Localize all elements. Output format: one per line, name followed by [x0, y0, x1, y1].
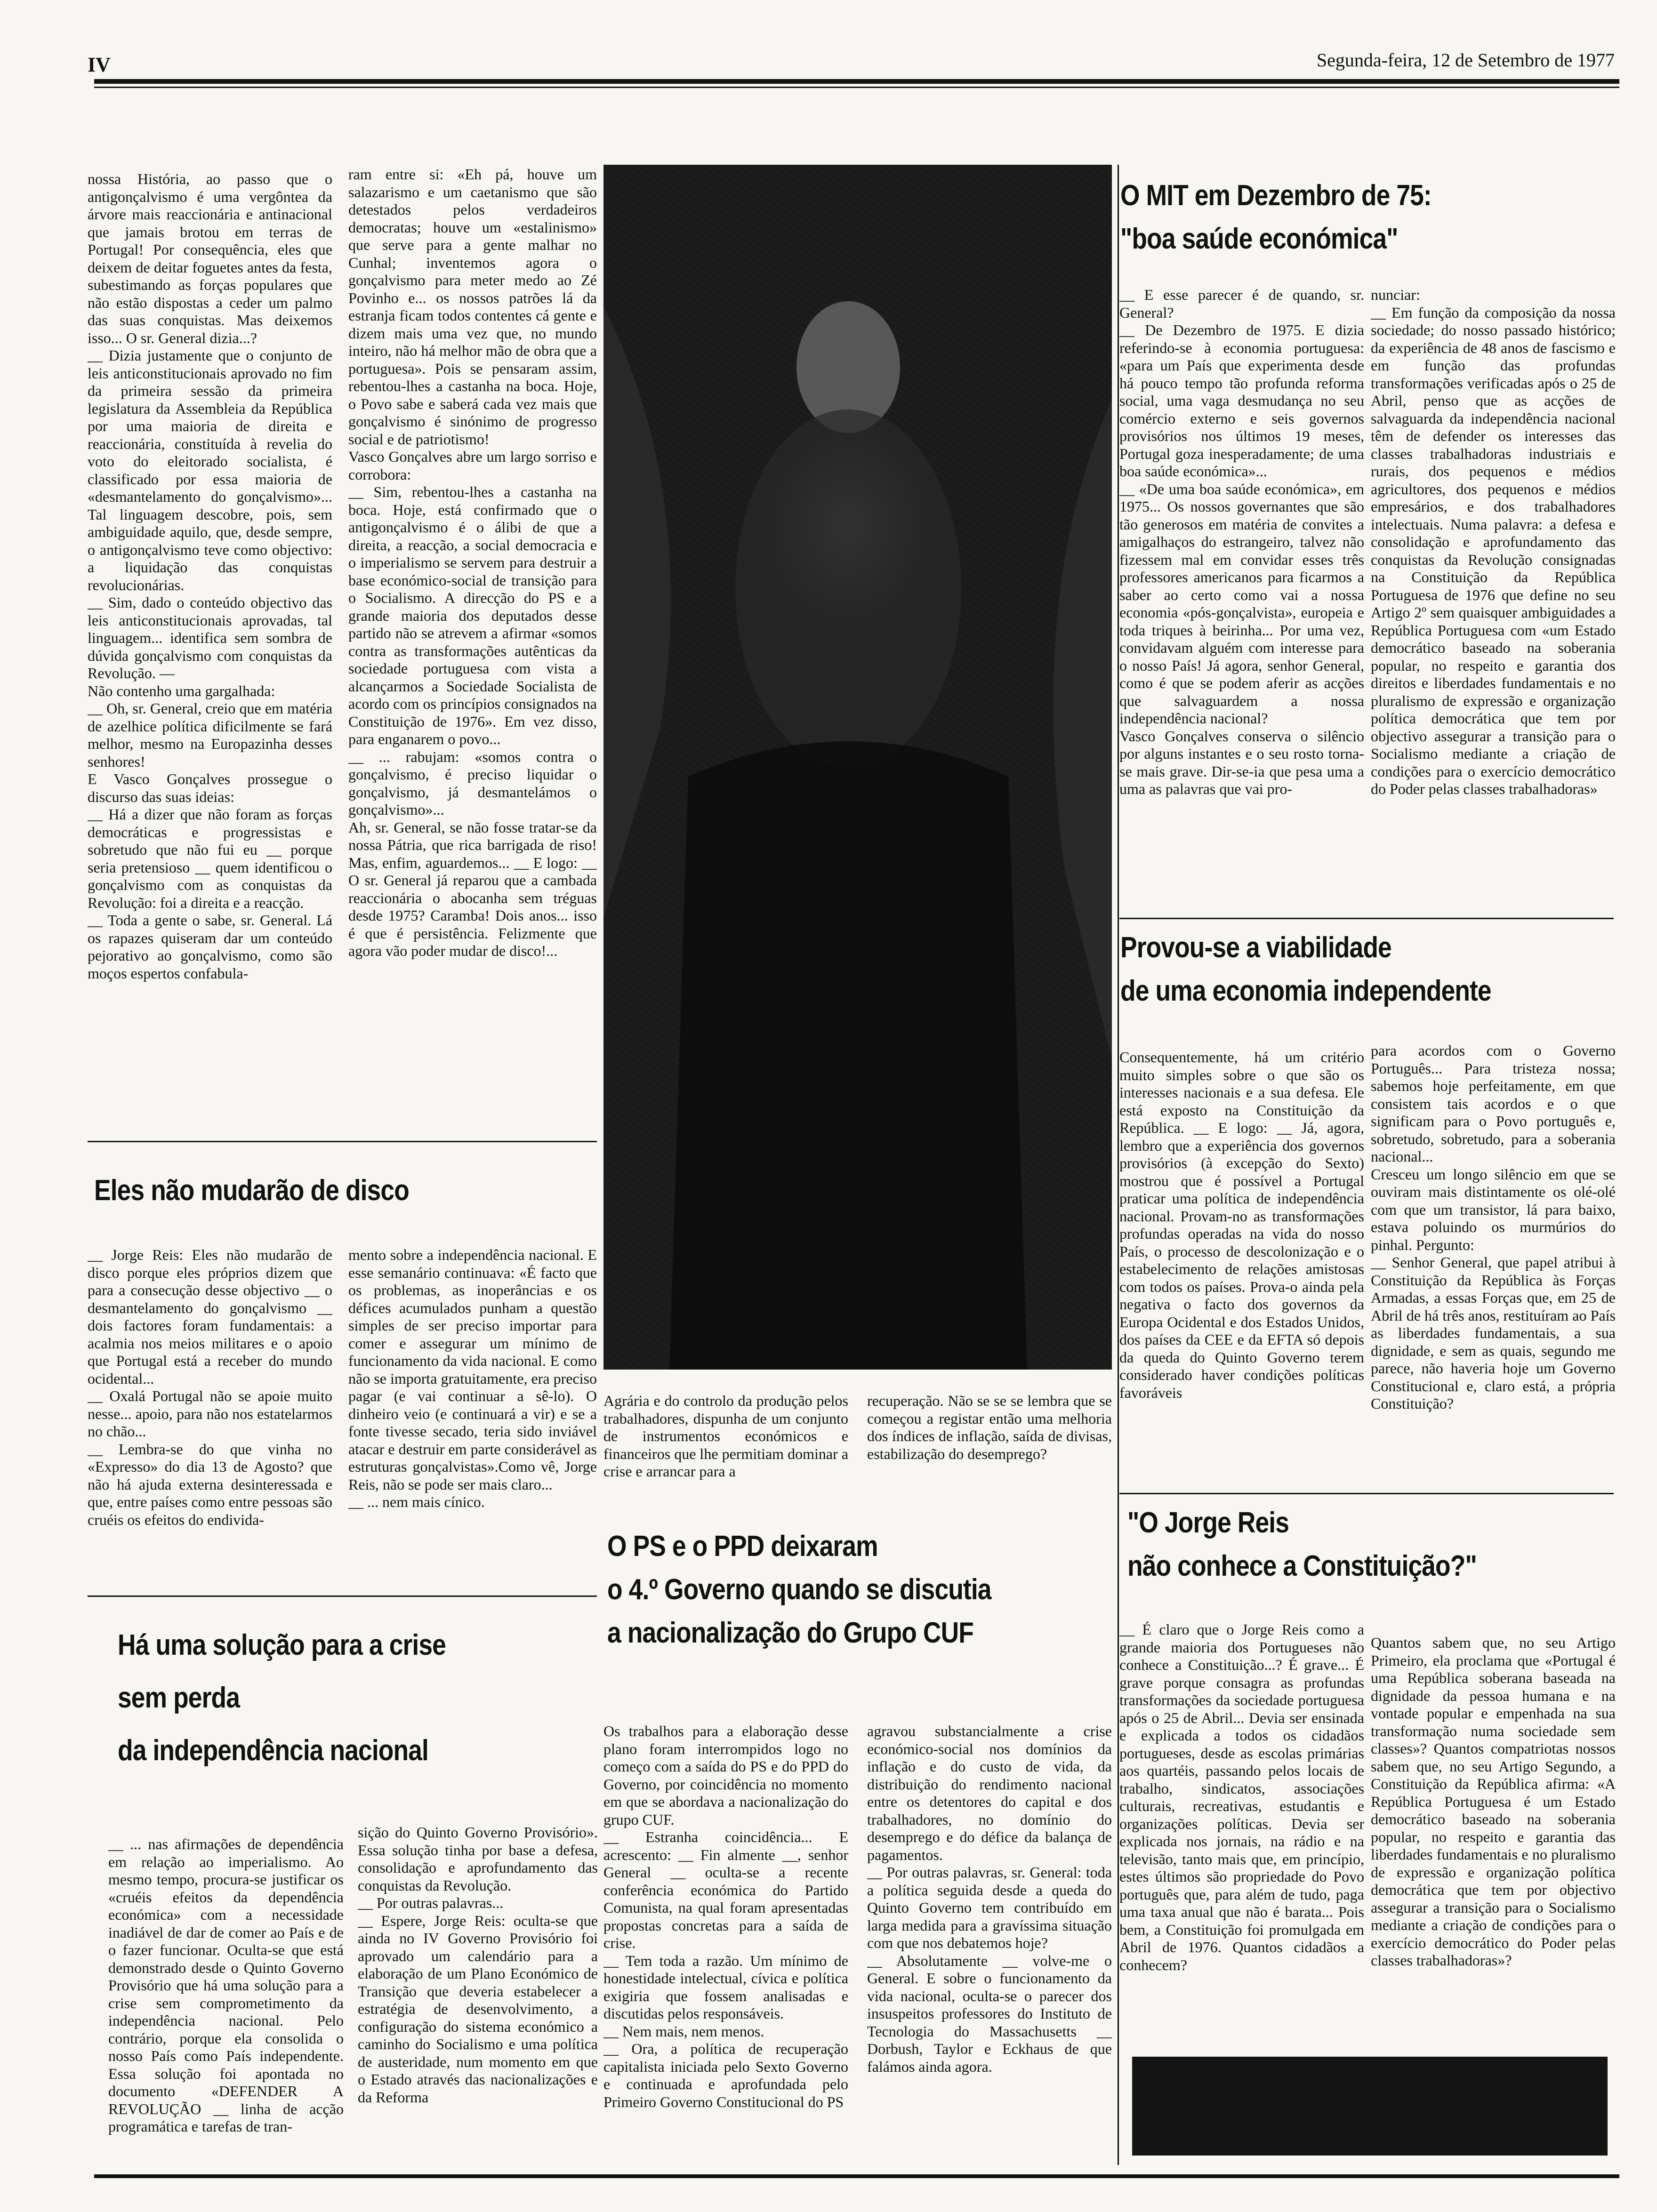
- viabilidade-headline-line1: Provou-se a viabilidade: [1120, 931, 1392, 964]
- footer-rule: [94, 2174, 1619, 2178]
- viabilidade-headline: [1120, 926, 1491, 1013]
- cuf-headline-line1: O PS e o PPD deixaram: [607, 1530, 878, 1563]
- crise-headline-line3: da independência nacional: [118, 1734, 428, 1767]
- constituicao-headline-line2: não conhece a Constituição?": [1127, 1550, 1477, 1582]
- masthead-rule-thin: [94, 87, 1619, 88]
- page-date: Segunda-feira, 12 de Setembro de 1977: [1316, 49, 1615, 71]
- main-article-col2: ram entre si: «Eh pá, houve um salazarismo e um caetanismo que são detestados pelos verdadeiros democratas; houve um «estalinismo» que serve para a gente malhar no Cunhal; inventemos agora o gonçalvismo para meter medo ao Zé Povinho e... os nossos patrões lá da estranja ficam todos contentes cá gente e dizem mais uma vez que, no mundo inteiro, não há melhor mão de obra que a portuguesa». Pois se pensaram assim, rebentou-lhes a castanha na boca. Hoje, o Povo sabe e saberá cada vez mais que gonçalvismo é sinónimo de progresso social e de patriotismo! Vasco Gonçalves abre um largo sorriso e corrobora: __ Sim, rebentou-lhes a castanha na boca. Hoje, está confirmado que o antigonçalvismo é o álibi de que a direita, a reacção, a social democracia e o imperialismo se servem para destruir a base económico-social de transição para o Socialismo. A direcção do PS e a grande maioria dos deputados desse partido não se atrevem a afirmar «somos contra as transformações autênticas da sociedade portuguesa com vista a alcançarmos a Sociedade Socialista de acordo com os princípios consignados na Constituição de 1976». Em vez disso, para enganarem o povo... __ ... rabujam: «somos contra o gonçalvismo, é preciso liquidar o gonçalvismo, já desmantelámos o gonçalvismo»... Ah, sr. General, se não fosse tratar-se da nossa Pátria, que rica barrigada de riso! Mas, enfim, aguardemos... __ E logo: __ O sr. General já reparou que a cambada reaccionária o abocanha sem tréguas desde 1975? Caramba! Dois anos... isso é que é persistência. Felizmente que agora vão poder mudar de disco!...: [348, 166, 597, 959]
- disco-col2: mento sobre a independência nacional. E esse semanário continuava: «É facto que os problemas, as inoperâncias e os défices acumulados punham a questão simples de ser preciso importar para comer e assegurar um mínimo de funcionamento da vida nacional. E como não se importa gratuitamente, era preciso pagar (e vai continuar a sê-lo). O dinheiro veio (e continuará a vir) e se a fonte tivesse secado, teria sido inviável atacar e destruir em parte considerável as estruturas gonçalvistas».Como vê, Jorge Reis, não se pode ser mais claro... __ ... nem mais cínico.: [348, 1246, 597, 1510]
- rule-viab-const: [1119, 1493, 1614, 1494]
- cuf-headline: [607, 1525, 991, 1655]
- cuf-col2: agravou substancialmente a crise económico-social nos domínios da inflação e do custo de vida, da distribuição do rendimento nacional entre os detentores do capital e dos trabalhadores, no domínio do desemprego e do défice da balança de pagamentos. __ Por outras palavras, sr. General: toda a política seguida desde a queda do Quinto Governo tem contribuído em larga medida para a gravíssima situação com que nos debatemos hoje? __ Absolutamente __ volve-me o General. E sobre o funcionamento da vida nacional, oculta-se o parecer dos insuspeitos professores do Instituto de Tecnologia do Massachusetts __ Dorbush, Taylor e Eckhaus de que falámos ainda agora.: [867, 1723, 1112, 2075]
- constituicao-col2: Quantos sabem que, no seu Artigo Primeiro, ela proclama que «Portugal é uma República soberana baseada na dignidade da pessoa humana e na vontade popular e empenhada na sua transformação numa sociedade sem classes»? Quantos compatriotas nossos sabem que, no seu Artigo Segundo, a Constituição da República afirma: «A República Portuguesa é um Estado democrático baseado na soberania popular, no respeito e garantia das liberdades fundamentais e no pluralismo de expressão e organização política democrática que tem por objectivo assegurar a transição para o Socialismo mediante a criação de condições para o exercício democrático do Poder pelas classes trabalhadoras»?: [1371, 1634, 1616, 1969]
- viabilidade-col1: Consequentemente, há um critério muito simples sobre o que são os interesses nacionais e a sua defesa. Ele está exposto na Constituição da República. __ E logo: __ Já, agora, lembro que a experiência dos governos provisórios (à excepção do Sexto) mostrou que é possível a Portugal praticar uma política de independência nacional. Provam-no as transformações profundas operadas na vida do nosso País, o processo de descolonização e o estabelecimento de relações amistosas com todos os países. Prova-o ainda pela negativa o facto dos governos da Europa Ocidental e dos Estados Unidos, dos países da CEE e da EFTA só depois da queda do Quinto Governo terem considerado haver condições políticas favoráveis: [1119, 1049, 1364, 1401]
- page-number: IV: [88, 53, 111, 76]
- rule-disco-crise: [88, 1595, 597, 1597]
- cuf-headline-line2: o 4.º Governo quando se discutia: [607, 1573, 991, 1606]
- viabilidade-col2: para acordos com o Governo Português... Para tristeza nossa; sabemos hoje perfeitamente, em que consistem tais acordos e o que significam para o Povo português e, sobretudo, sobretudo, para a soberania nacional... Cresceu um longo silêncio em que se ouviram mais distintamente os olé-olé com que um transistor, lá para baixo, estava poluindo os murmúrios do pinhal. Pergunto: __ Senhor General, que papel atribui à Constituição da República às Forças Armadas, a essas Forças que, em 25 de Abril de há três anos, restituíram ao País as liberdades fundamentais, a sua dignidade, e sem as quais, segundo me parece, não haveria hoje um Governo Constitucional e, claro está, a própria Constituição?: [1371, 1042, 1616, 1412]
- mit-col1: __ E esse parecer é de quando, sr. General? __ De Dezembro de 1975. E dizia referindo-se à economia portuguesa: «para um País que experimenta desde há pouco tempo tão profunda reforma social, uma vaga desmudança no seu comércio externo e seis governos provisórios nos últimos 19 meses, Portugal goza inesperadamente; de uma boa saúde económica»... __ «De uma boa saúde económica», em 1975... Os nossos governantes que são tão generosos em matéria de convites a amigalhaços do estrangeiro, talvez não fizessem mal em convidar esses três professores americanos para ficarmos a saber ao certo como vai a nossa economia «pós-gonçalvista», europeia e toda triques à beirinha... Por uma vez, convidavam alguém com interesse para o nosso País! Já agora, senhor General, como é que se podem aferir as acções que salvaguardem a nossa independência nacional? Vasco Gonçalves conserva o silêncio por alguns instantes e o seu rosto torna-se mais grave. Dir-se-ia que pesa uma a uma as palavras que vai pro-: [1119, 286, 1364, 797]
- masthead: [0, 0, 1657, 89]
- photo-figure: [603, 165, 1112, 1370]
- crise-headline-line2: sem perda: [118, 1682, 240, 1714]
- rule-main-disco: [88, 1141, 597, 1142]
- crise-col2: sição do Quinto Governo Provisório». Essa solução tinha por base a defesa, consolidação e aprofundamento das conquistas da Revolução. __ Por outras palavras... __ Espere, Jorge Reis: oculta-se que ainda no IV Governo Provisório foi aprovado um calendário para a elaboração de um Plano Económico de Transição que deveria estabelecer a estratégia de desenvolvimento, a configuração do sistema económico a caminho do Socialismo e uma política de austeridade, num momento em que o Estado através das nacionalizações e da Reforma: [358, 1824, 598, 2106]
- main-article-col1: nossa História, ao passo que o antigonçalvismo é uma vergôntea da árvore mais reaccionária e antinacional que jamais brotou em terras de Portugal! Por consequência, eles que deixem de deitar foguetes antes da festa, subestimando as forças populares que não estão dispostas a ceder um palmo das suas conquistas. Mas deixemos isso... O sr. General dizia...? __ Dizia justamente que o conjunto de leis anticonstitucionais aprovado no fim da primeira sessão da primeira legislatura da Assembleia da República por uma maioria de direita e reaccionária, constituída à revelia do voto do eleitorado socialista, é classificado por essa maioria de «desmantelamento do gonçalvismo»... Tal linguagem descobre, pois, sem ambiguidade aquilo, que, desde sempre, o antigonçalvismo teve como objectivo: a liquidação das conquistas revolucionárias. __ Sim, dado o conteúdo objectivo das leis anticonstitucionais aprovadas, tal linguagem... identifica sem sombra de dúvida gonçalvismo com conquistas da Revolução. — Não contenho uma gargalhada: __ Oh, sr. General, creio que em matéria de azelhice política dificilmente se fará melhor, mesmo na Europazinha desses senhores! E Vasco Gonçalves prossegue o discurso das suas ideias: __ Há a dizer que não foram as forças democráticas e progressistas e sobretudo que não fui eu __ porque seria pretensioso __ quem identificou o gonçalvismo com as conquistas da Revolução: foi a direita e a reacção. __ Toda a gente o sabe, sr. General. Lá os rapazes quiseram dar um conteúdo pejorativo ao gonçalvismo, como são moços espertos confabula-: [88, 170, 332, 982]
- dark-box: [1132, 2057, 1608, 2156]
- disco-headline: [94, 1169, 409, 1212]
- disco-col1: __ Jorge Reis: Eles não mudarão de disco porque eles próprios dizem que para a consecução desse objectivo __ o desmantelamento do gonçalvismo __ dois factores foram fundamentais: a acalmia nos meios militares e o apoio que Portugal está a receber do mundo ocidental... __ Oxalá Portugal não se apoie muito nesse... apoio, para não nos estatelarmos no chão... __ Lembra-se do que vinha no «Expresso» do dia 13 de Agosto? que não há ajuda externa desinteressada e que, entre países como entre pessoas são cruéis os efeitos do endivida-: [88, 1246, 332, 1528]
- crise-headline: [118, 1619, 446, 1777]
- crise-headline-line1: Há uma solução para a crise: [118, 1629, 446, 1661]
- column-rule: [1118, 165, 1119, 2165]
- mit-headline: [1120, 174, 1432, 261]
- rule-mit-viab: [1119, 918, 1614, 919]
- photo-caption-col2: recuperação. Não se se se lembra que se começou a registar então uma melhoria dos índices de inflação, saída de divisas, estabilização do desemprego?: [867, 1392, 1112, 1462]
- constituicao-col1: __ É claro que o Jorge Reis como a grande maioria dos Portugueses não conhece a Constituição...? É grave... É grave porque consagra as profundas transformações da sociedade portuguesa após o 25 de Abril... Devia ser ensinada e explicada a todos os cidadãos portugueses, desde as escolas primárias aos quartéis, passando pelos locais de trabalho, sindicatos, associações culturais, recreativas, estudantis e organizações políticas. Devia ser explicada nos jornais, na rádio e na televisão, tanto mais que, em princípio, estes últimos são propriedade do Povo português que, para além de tudo, paga uma taxa anual que não é barata... Pois bem, a Constituição foi promulgada em Abril de 1976. Quantos cidadãos a conhecem?: [1119, 1621, 1364, 1973]
- viabilidade-headline-line2: de uma economia independente: [1120, 975, 1491, 1007]
- mit-headline-line2: "boa saúde económica": [1120, 223, 1398, 255]
- mit-col2: nunciar: __ Em função da composição da nossa sociedade; do nosso passado histórico; da experiência de 48 anos de fascismo e em função das profundas transformações verificadas após o 25 de Abril, penso que as acções de salvaguarda da independência nacional têm de defender os interesses das classes trabalhadoras industriais e rurais, dos pequenos e médios agricultores, dos pequenos e médios empresários, e dos trabalhadores intelectuais. Numa palavra: a defesa e consolidação e aprofundamento das conquistas da Revolução consignadas na Constituição da República Portuguesa de 1976 que define no seu Artigo 2º sem quaisquer ambiguidades a República Portuguesa com «um Estado democrático baseado na soberania popular, no respeito e garantia dos direitos e liberdades fundamentais e no pluralismo de expressão e organização política democrática que tem por objectivo assegurar a transição para o Socialismo mediante a criação de condições para o exercício democrático do Poder pelas classes trabalhadoras»: [1371, 286, 1616, 797]
- photo-vasco-goncalves: [603, 165, 1112, 1370]
- cuf-headline-line3: a nacionalização do Grupo CUF: [607, 1617, 973, 1649]
- constituicao-headline: [1127, 1501, 1477, 1588]
- constituicao-headline-line1: "O Jorge Reis: [1127, 1507, 1289, 1539]
- cuf-col1: Os trabalhos para a elaboração desse plano foram interrompidos logo no começo com a saída do PS e do PPD do Governo, por coincidência no momento em que se abordava a nacionalização do grupo CUF. __ Estranha coincidência... E acrescento: __ Fin almente __, senhor General __ oculta-se a recente conferência económica do Partido Comunista, na qual foram apresentadas propostas concretas para a saída de crise. __ Tem toda a razão. Um mínimo de honestidade intelectual, cívica e política exigiria que fossem analisadas e discutidas pelos responsáveis. __ Nem mais, nem menos. __ Ora, a política de recuperação capitalista iniciada pelo Sexto Governo e continuada e aprofundada pelo Primeiro Governo Constitucional do PS: [603, 1723, 848, 2110]
- crise-col1: __ ... nas afirmações de dependência em relação ao imperialismo. Ao mesmo tempo, procura-se justificar os «cruéis efeitos da dependência económica» com a necessidade inadiável de dar de comer ao País e de o fazer funcionar. Oculta-se que está demonstrado desde o Quinto Governo Provisório que há uma solução para a crise sem comprometimento da independência nacional. Pelo contrário, porque ela consolida o nosso País como País independente. Essa solução foi apontada no documento «DEFENDER A REVOLUÇÃO __ linha de acção programática e tarefas de tran-: [108, 1835, 344, 2135]
- photo-caption-col1: Agrária e do controlo da produção pelos trabalhadores, dispunha de um conjunto de instrumentos económicos e financeiros que lhe permitiam dominar a crise e arrancar para a: [603, 1392, 848, 1480]
- mit-headline-line1: O MIT em Dezembro de 75:: [1120, 179, 1432, 212]
- disco-headline-line1: Eles não mudarão de disco: [94, 1174, 409, 1207]
- masthead-rule: [94, 79, 1619, 84]
